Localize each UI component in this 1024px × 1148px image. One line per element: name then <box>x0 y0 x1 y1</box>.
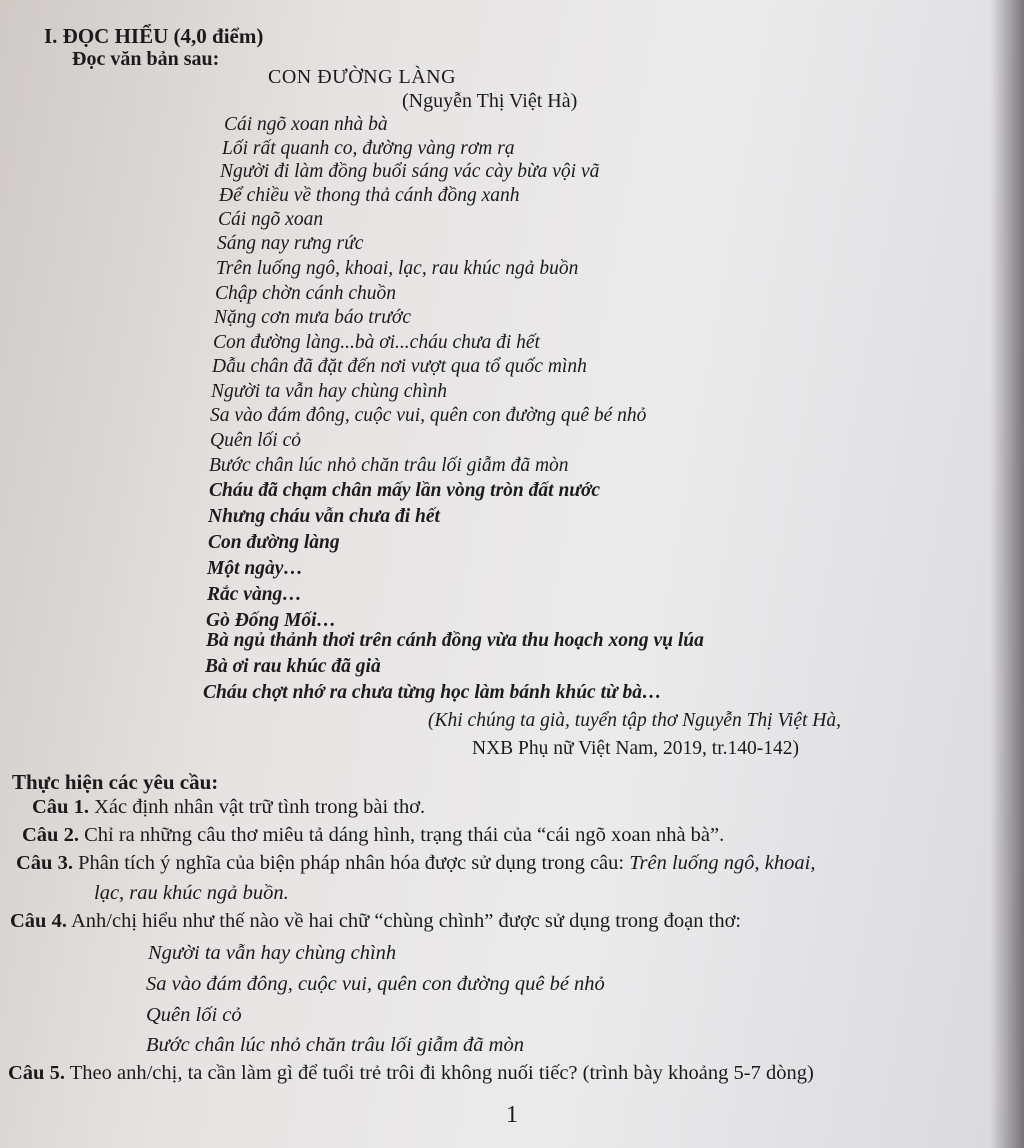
poem-line: Cái ngõ xoan <box>218 209 324 230</box>
poem-line: Một ngày… <box>207 558 303 579</box>
poem-line: Cháu chợt nhớ ra chưa từng học làm bánh khúc từ bà… <box>203 682 662 703</box>
question-quote: Trên luống ngô, khoai, <box>629 852 816 874</box>
poem-line: Quên lối cỏ <box>210 430 301 451</box>
question-label: Câu 5. <box>8 1062 65 1084</box>
poem-line: Cháu đã chạm chân mấy lần vòng tròn đất nước <box>209 480 601 501</box>
poem-line: Dẫu chân đã đặt đến nơi vượt qua tổ quốc mình <box>212 356 587 377</box>
quote-line: Người ta vẫn hay chùng chình <box>148 942 397 964</box>
source-publisher: NXB Phụ nữ Việt Nam, 2019, tr.140-142) <box>472 738 799 759</box>
requirements-heading: Thực hiện các yêu cầu: <box>12 770 219 794</box>
poem-line: Sa vào đám đông, cuộc vui, quên con đường quê bé nhỏ <box>210 405 647 426</box>
poem-line: Con đường làng...bà ơi...cháu chưa đi hết <box>213 332 540 353</box>
question-text: Chỉ ra những câu thơ miêu tả dáng hình, trạng thái của “cái ngõ xoan nhà bà”. <box>84 824 725 846</box>
question-3 <box>16 852 815 875</box>
question-label: Câu 4. <box>10 910 67 932</box>
poem-line: Lối rất quanh co, đường vàng rơm rạ <box>222 138 515 159</box>
poem-line: Người đi làm đồng buổi sáng vác cày bừa vội vã <box>220 161 600 182</box>
poem-line: Chập chờn cánh chuồn <box>215 283 397 304</box>
question-text: Xác định nhân vật trữ tình trong bài thơ. <box>94 796 426 818</box>
page-number: 1 <box>506 1102 518 1128</box>
question-4 <box>10 910 741 933</box>
poem-line: Gò Đống Mối… <box>206 610 337 631</box>
quote-line: Quên lối cỏ <box>146 1004 242 1026</box>
question-label: Câu 1. <box>32 796 89 818</box>
question-label: Câu 2. <box>22 824 79 846</box>
question-3-quote-cont: lạc, rau khúc ngả buồn. <box>94 882 289 904</box>
question-text: Phân tích ý nghĩa của biện pháp nhân hóa được sử dụng trong câu: <box>78 852 625 874</box>
poem-line: Bà ngủ thảnh thơi trên cánh đồng vừa thu hoạch xong vụ lúa <box>206 630 704 651</box>
poem-line: Bà ơi rau khúc đã già <box>205 656 381 677</box>
quote-line: Sa vào đám đông, cuộc vui, quên con đường quê bé nhỏ <box>146 973 605 995</box>
poem-line: Để chiều về thong thả cánh đồng xanh <box>219 185 520 206</box>
poem-line: Người ta vẫn hay chùng chình <box>211 381 448 402</box>
poem-author: (Nguyễn Thị Việt Hà) <box>402 90 578 112</box>
poem-line: Nặng cơn mưa báo trước <box>214 307 411 328</box>
poem-line: Con đường làng <box>208 532 340 553</box>
poem-line: Bước chân lúc nhỏ chăn trâu lối giẫm đã mòn <box>209 455 569 476</box>
poem-line: Sáng nay rưng rức <box>217 233 364 254</box>
quote-line: Bước chân lúc nhỏ chăn trâu lối giẫm đã mòn <box>146 1034 524 1056</box>
question-5 <box>8 1062 814 1085</box>
question-text: Anh/chị hiểu như thế nào về hai chữ “chùng chình” được sử dụng trong đoạn thơ: <box>70 910 742 932</box>
question-1 <box>32 796 425 819</box>
poem-title: CON ĐƯỜNG LÀNG <box>268 66 457 88</box>
poem-line: Cái ngõ xoan nhà bà <box>224 114 388 135</box>
question-label: Câu 3. <box>16 852 73 874</box>
poem-line: Nhưng cháu vẫn chưa đi hết <box>208 506 440 527</box>
question-2 <box>22 824 724 847</box>
source-citation: (Khi chúng ta già, tuyển tập thơ Nguyễn Thị Việt Hà, <box>428 710 841 731</box>
poem-line: Rắc vàng… <box>207 584 302 605</box>
poem-line: Trên luống ngô, khoai, lạc, rau khúc ngả buồn <box>216 258 579 279</box>
section-heading: I. ĐỌC HIỂU (4,0 điểm) <box>44 24 264 48</box>
page-shadow-edge <box>990 0 1024 1148</box>
question-text: Theo anh/chị, ta cần làm gì để tuổi trẻ trôi đi không nuối tiếc? (trình bày khoảng 5-7 dòng) <box>69 1062 814 1084</box>
instruction: Đọc văn bản sau: <box>72 48 220 70</box>
